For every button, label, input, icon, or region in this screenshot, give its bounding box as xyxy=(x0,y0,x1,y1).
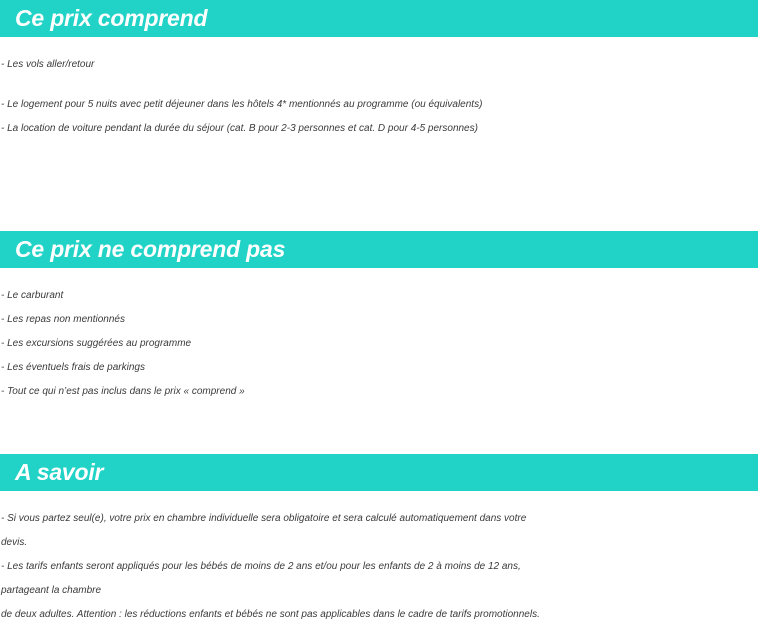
list-item: - Les vols aller/retour xyxy=(1,59,95,70)
list-item: - La location de voiture pendant la durée du séjour (cat. B pour 2-3 personnes et cat. D pour 4-5 personnes) xyxy=(1,123,478,134)
section-title: A savoir xyxy=(15,459,104,485)
list-item: - Les repas non mentionnés xyxy=(1,314,125,325)
list-item: - Les excursions suggérées au programme xyxy=(1,338,192,349)
list-item: - Si vous partez seul(e), votre prix en chambre individuelle sera obligatoire et sera calculé automatiquement dans votre xyxy=(1,513,527,524)
section-header-a-savoir xyxy=(0,454,758,491)
list-item: - Tout ce qui n’est pas inclus dans le prix « comprend » xyxy=(1,386,245,397)
section-title: Ce prix ne comprend pas xyxy=(15,236,286,262)
list-item: - Le carburant xyxy=(1,290,64,301)
list-item: - Les éventuels frais de parkings xyxy=(1,362,145,373)
section-header-ce-prix-comprend xyxy=(0,0,758,37)
list-item: - Les tarifs enfants seront appliqués pour les bébés de moins de 2 ans et/ou pour les enfants de 2 à moins de 12 ans, xyxy=(1,561,521,572)
list-item: devis. xyxy=(1,537,28,548)
excluded-list xyxy=(1,284,758,404)
section-header-ce-prix-ne-comprend-pas xyxy=(0,231,758,268)
section-title: Ce prix comprend xyxy=(15,5,208,31)
list-item: de deux adultes. Attention : les réductions enfants et bébés ne sont pas applicables dans le cadre de tarifs promotionnels. xyxy=(1,609,540,620)
included-list xyxy=(1,53,758,141)
list-item: partageant la chambre xyxy=(1,585,102,596)
notes-list xyxy=(1,507,758,627)
list-item: - Le logement pour 5 nuits avec petit déjeuner dans les hôtels 4* mentionnés au programme (ou équivalents) xyxy=(1,99,483,110)
